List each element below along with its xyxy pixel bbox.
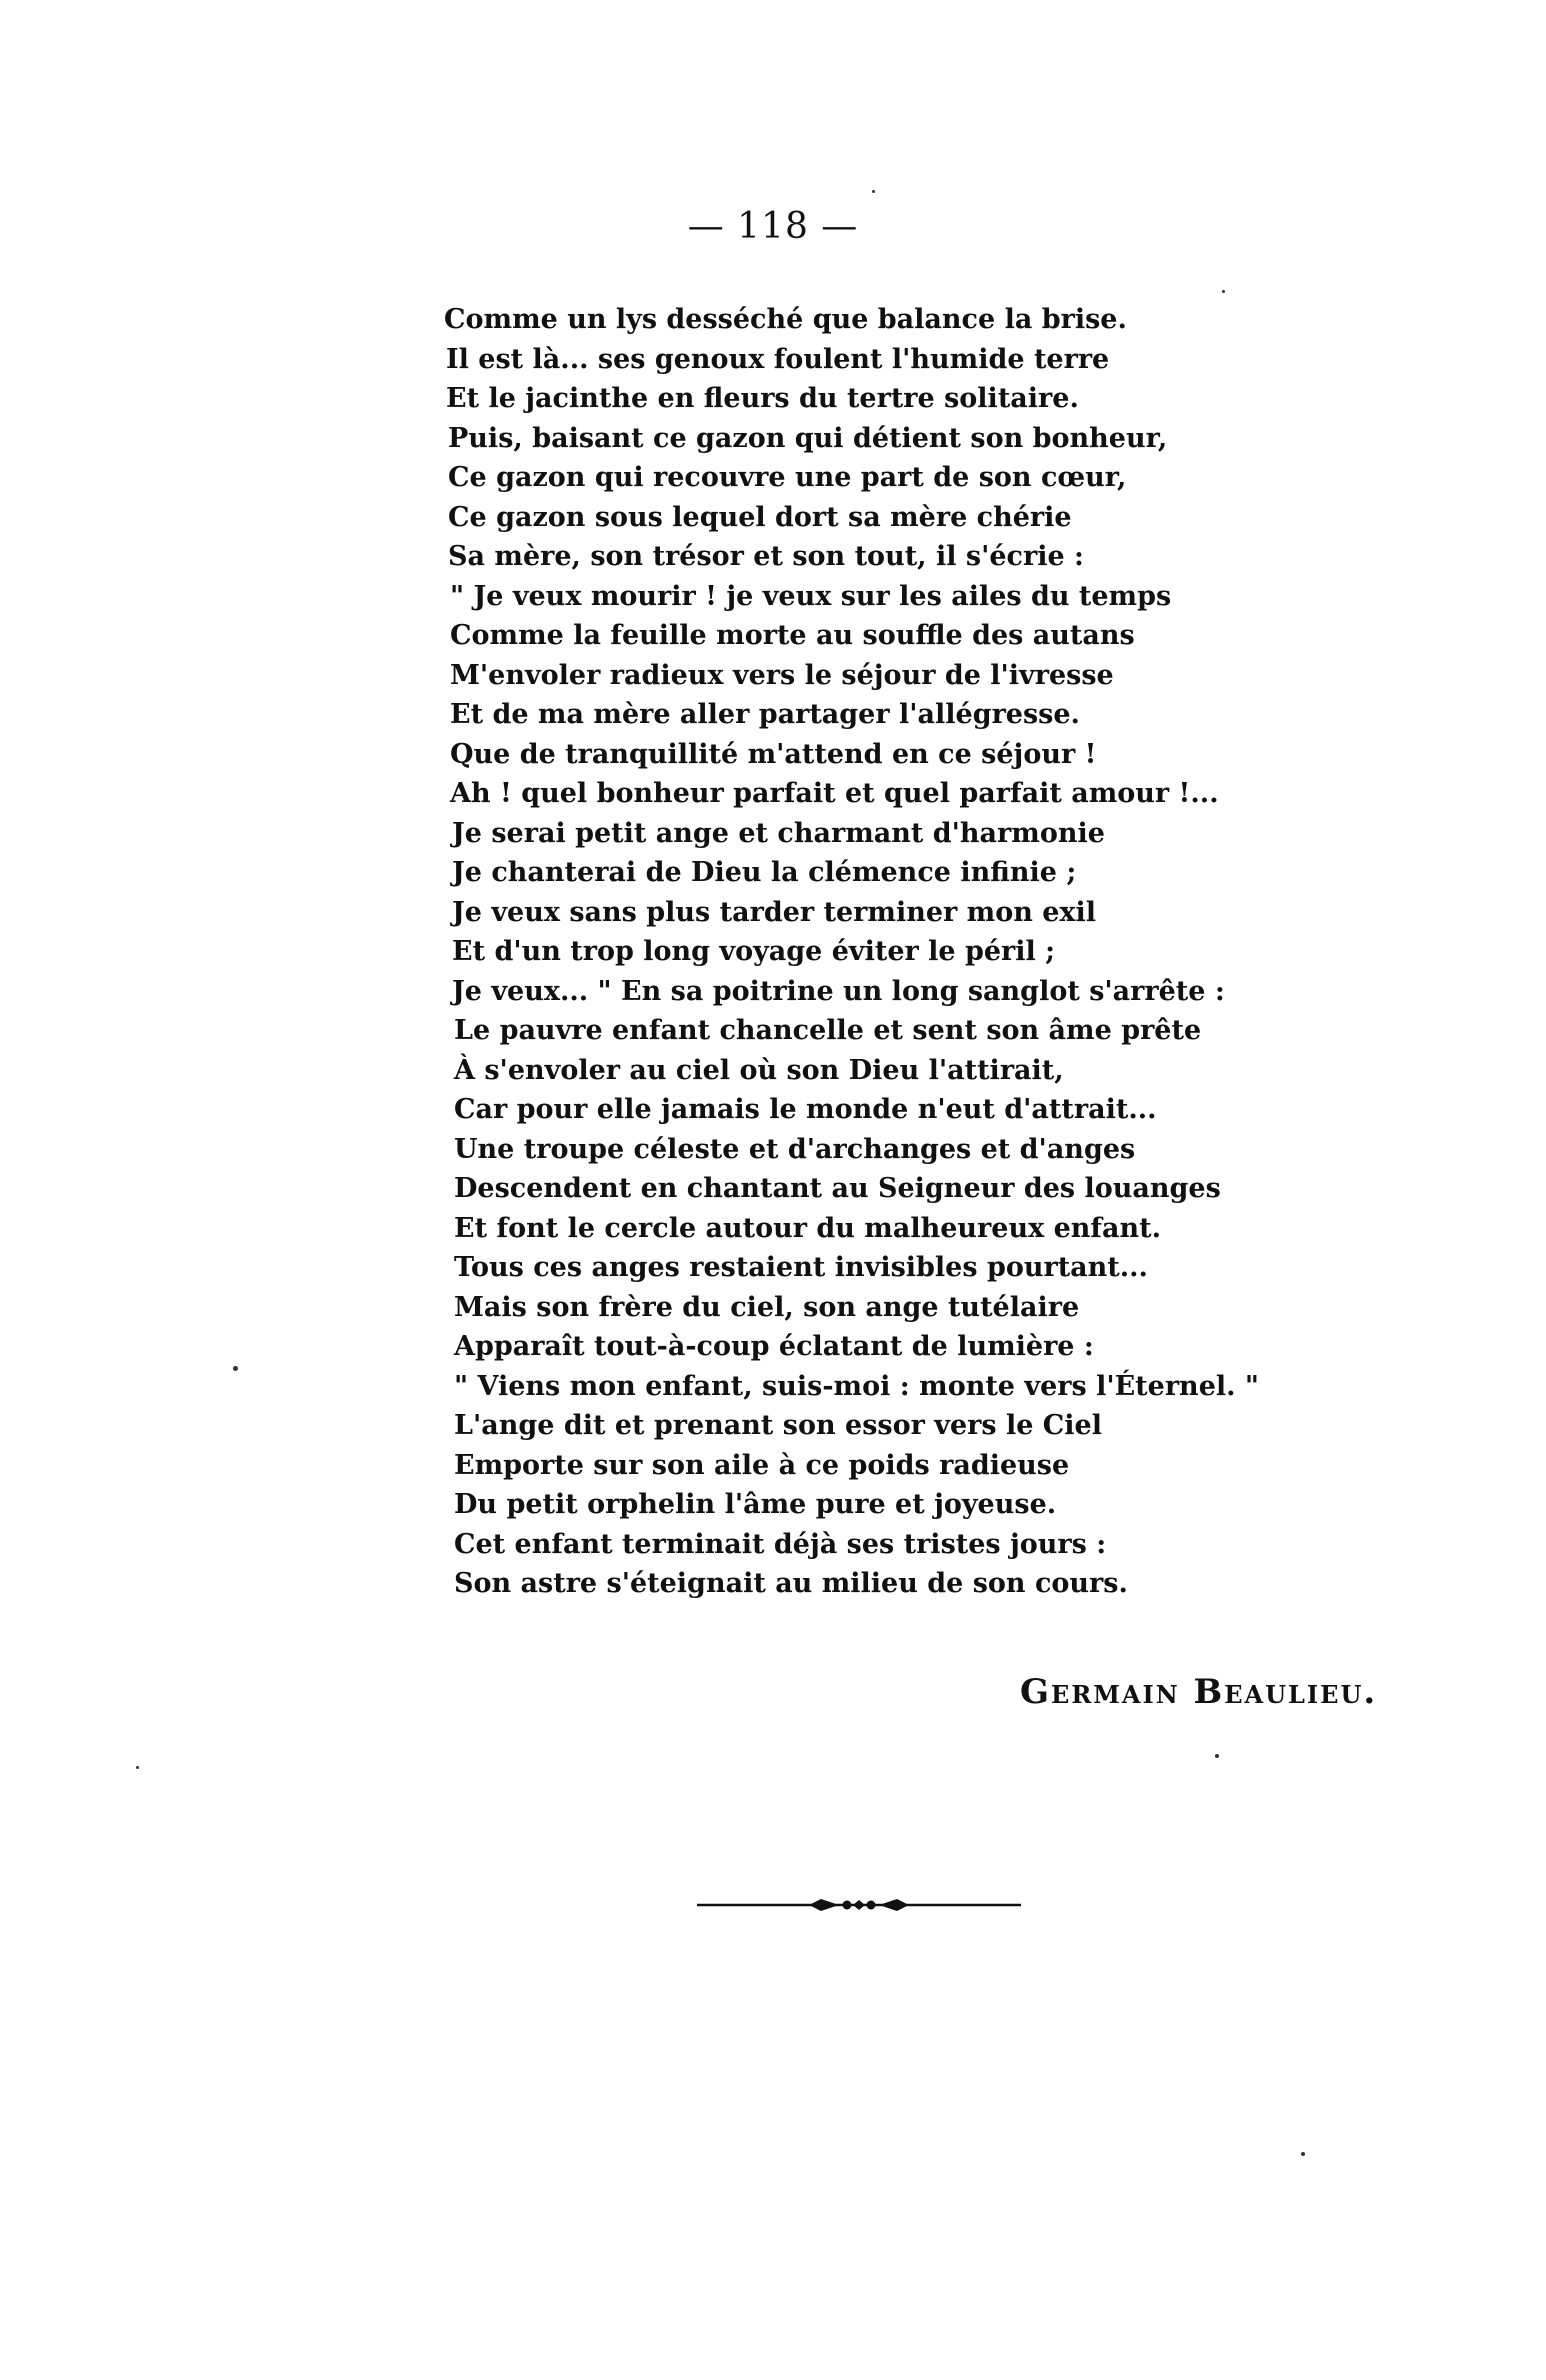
poem-line: L'ange dit et prenant son essor vers le Ciel [454, 1410, 1102, 1441]
poem-line: Son astre s'éteignait au milieu de son cours. [454, 1568, 1128, 1599]
scan-speck [1301, 2152, 1305, 2156]
poem-line: Je veux sans plus tarder terminer mon exil [452, 896, 1097, 928]
poem-line: Tous ces anges restaient invisibles pourtant... [454, 1252, 1148, 1283]
poem-line: Du petit orphelin l'âme pure et joyeuse. [454, 1489, 1057, 1520]
poem-line: Je serai petit ange et charmant d'harmonie [452, 817, 1105, 849]
poem-line: Et d'un trop long voyage éviter le péril ; [452, 936, 1056, 967]
poem-line: Car pour elle jamais le monde n'eut d'attrait... [454, 1094, 1157, 1125]
author-signature: Germain Beaulieu. [1020, 1672, 1378, 1712]
poem-line: À s'envoler au ciel où son Dieu l'attirait, [454, 1054, 1064, 1086]
poem-line: Mais son frère du ciel, son ange tutélaire [454, 1291, 1080, 1323]
poem-line: Apparaît tout-à-coup éclatant de lumière : [454, 1331, 1094, 1362]
ornament-divider [697, 1890, 1021, 1920]
poem-line: Comme la feuille morte au souffle des autans [450, 620, 1135, 651]
poem-line: Comme un lys desséché que balance la brise. [444, 304, 1127, 335]
scan-speck [1222, 290, 1225, 293]
poem-line: Et font le cercle autour du malheureux enfant. [454, 1212, 1162, 1244]
poem-line: Je chanterai de Dieu la clémence infinie ; [452, 857, 1077, 888]
poem-line: Une troupe céleste et d'archanges et d'anges [454, 1133, 1136, 1165]
poem-line: Le pauvre enfant chancelle et sent son âme prête [454, 1015, 1202, 1046]
poem-line: Puis, baisant ce gazon qui détient son bonheur, [448, 422, 1168, 454]
poem-line: Ce gazon sous lequel dort sa mère chérie [448, 501, 1072, 533]
poem-line: Et de ma mère aller partager l'allégresse. [450, 699, 1080, 730]
poem-line: M'envoler radieux vers le séjour de l'ivresse [450, 659, 1114, 691]
poem-line: Sa mère, son trésor et son tout, il s'écrie : [448, 541, 1084, 572]
poem-line: Ah ! quel bonheur parfait et quel parfait amour !... [450, 778, 1219, 809]
poem-line: " Viens mon enfant, suis-moi : monte vers l'Éternel. " [454, 1370, 1259, 1402]
scan-speck [872, 190, 875, 193]
scan-speck [1215, 1754, 1219, 1758]
poem [444, 300, 1344, 1604]
poem-line: Ce gazon qui recouvre une part de son cœur, [448, 462, 1127, 493]
poem-line: Emporte sur son aile à ce poids radieuse [454, 1449, 1070, 1481]
poem-line: Il est là... ses genoux foulent l'humide terre [446, 343, 1110, 375]
poem-line: Je veux... " En sa poitrine un long sanglot s'arrête : [452, 975, 1225, 1007]
poem-line: Cet enfant terminait déjà ses tristes jours : [454, 1528, 1107, 1560]
poem-line: Et le jacinthe en fleurs du tertre solitaire. [446, 383, 1079, 414]
poem-line: Descendent en chantant au Seigneur des louanges [454, 1173, 1221, 1204]
page-number: — 118 — [687, 206, 859, 247]
scan-speck [136, 1766, 139, 1769]
scan-speck [233, 1366, 238, 1371]
poem-line: " Je veux mourir ! je veux sur les ailes du temps [450, 580, 1172, 612]
poem-line: Que de tranquillité m'attend en ce séjour ! [450, 738, 1097, 770]
